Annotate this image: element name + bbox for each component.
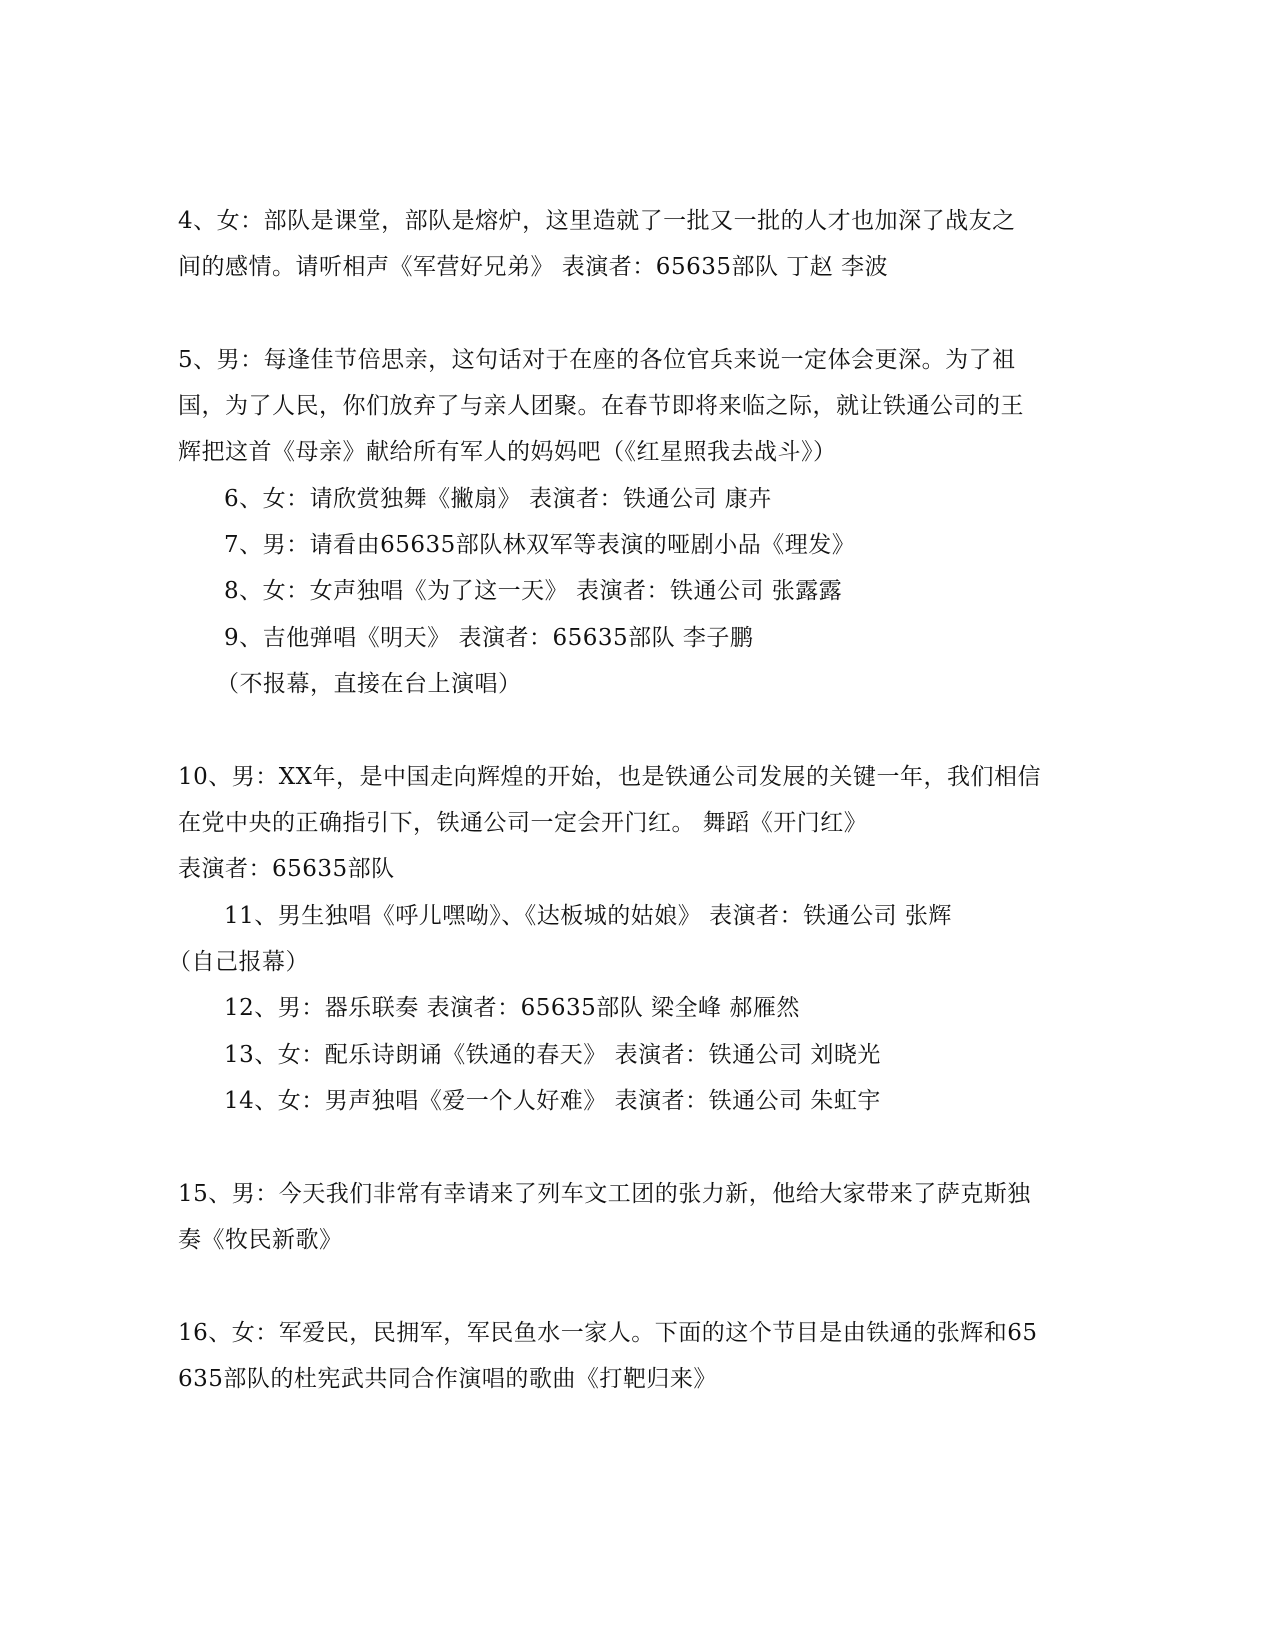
text-line: 635部队的杜宪武共同合作演唱的歌曲《打靶归来》 bbox=[178, 1366, 717, 1392]
text-line: 5、男：每逢佳节倍思亲，这句话对于在座的各位官兵来说一定体会更深。为了祖 bbox=[178, 347, 1016, 373]
text-line: 在党中央的正确指引下，铁通公司一定会开门红。 舞蹈《开门红》 bbox=[178, 810, 868, 836]
text-line: （不报幕，直接在台上演唱） bbox=[216, 671, 522, 697]
text-line: 7、男：请看由65635部队林双军等表演的哑剧小品《理发》 bbox=[224, 532, 856, 558]
text-line: 11、男生独唱《呼儿嘿呦》、《达板城的姑娘》 表演者：铁通公司 张辉 bbox=[224, 903, 952, 929]
text-line: 9、吉他弹唱《明天》 表演者：65635部队 李子鹏 bbox=[224, 625, 754, 651]
text-line: 6、女：请欣赏独舞《撇扇》 表演者：铁通公司 康卉 bbox=[224, 486, 772, 512]
text-line: 14、女：男声独唱《爱一个人好难》 表演者：铁通公司 朱虹宇 bbox=[224, 1088, 881, 1114]
text-line: （自己报幕） bbox=[168, 949, 309, 975]
text-line: 奏《牧民新歌》 bbox=[178, 1227, 343, 1253]
text-line: 10、男：XX年，是中国走向辉煌的开始，也是铁通公司发展的关键一年，我们相信 bbox=[178, 764, 1042, 790]
text-line: 8、女：女声独唱《为了这一天》 表演者：铁通公司 张露露 bbox=[224, 578, 843, 604]
text-line: 间的感情。请听相声《军营好兄弟》 表演者：65635部队 丁赵 李波 bbox=[178, 254, 889, 280]
text-line: 15、男：今天我们非常有幸请来了列车文工团的张力新，他给大家带来了萨克斯独 bbox=[178, 1181, 1031, 1207]
text-line: 16、女：军爱民，民拥军，军民鱼水一家人。下面的这个节目是由铁通的张辉和65 bbox=[178, 1320, 1038, 1346]
text-line: 4、女：部队是课堂，部队是熔炉，这里造就了一批又一批的人才也加深了战友之 bbox=[178, 208, 1016, 234]
text-line: 辉把这首《母亲》献给所有军人的妈妈吧（《红星照我去战斗》） bbox=[178, 439, 837, 465]
text-line: 国，为了人民，你们放弃了与亲人团聚。在春节即将来临之际，就让铁通公司的王 bbox=[178, 393, 1024, 419]
text-line: 13、女：配乐诗朗诵《铁通的春天》 表演者：铁通公司 刘晓光 bbox=[224, 1042, 881, 1068]
text-line: 表演者：65635部队 bbox=[178, 856, 395, 882]
text-line: 12、男：器乐联奏 表演者：65635部队 梁全峰 郝雁然 bbox=[224, 995, 800, 1021]
